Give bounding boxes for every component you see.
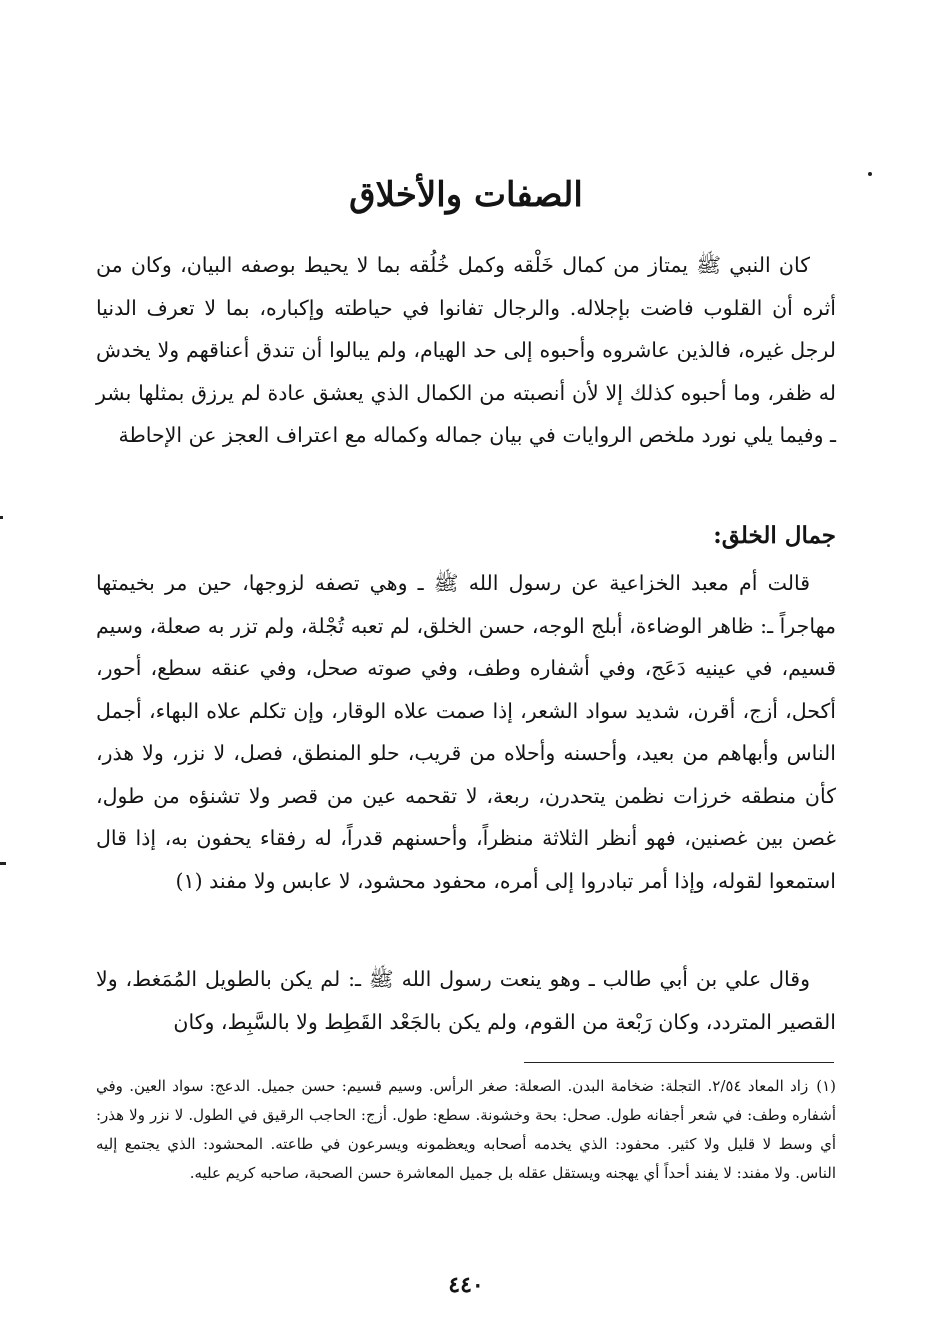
scan-speck — [0, 862, 6, 865]
intro-paragraph: كان النبي ﷺ يمتاز من كمال خَلْقه وكمل خُلُقه بما لا يحيط بوصفه البيان، وكان من أثره أن القلوب فاضت بإجلاله. والرجال تفانوا في حياطته وإكباره، بما لا تعرف الدنيا لرجل غيره، فالذين عاشروه وأحبوه إلى حد الهيام، ولم يبالوا أن تندق أعناقهم ولا يخدش له ظفر، وما أحبوه كذلك إلا لأن أنصبته من الكمال الذي يعشق عادة لم يرزق بمثلها بشر ـ وفيما يلي نورد ملخص الروايات في بيان جماله وكماله مع اعتراف العجز عن الإحاطة — [96, 253, 836, 447]
footnote — [96, 1072, 836, 1188]
ali-paragraph: وقال علي بن أبي طالب ـ وهو ينعت رسول الله ﷺ ـ: لم يكن بالطويل المُمَغط، ولا القصير المتردد، وكان رَبْعة من القوم، ولم يكن بالجَعْد القَطِط ولا بالسَّبِط، وكان — [96, 967, 836, 1034]
footnote-separator — [524, 1062, 834, 1063]
footnote-number: (١) — [816, 1077, 836, 1095]
umm-mabad-paragraph: قالت أم معبد الخزاعية عن رسول الله ﷺ ـ وهي تصفه لزوجها، حين مر بخيمتها مهاجراً ـ: ظاهر الوضاءة، أبلج الوجه، حسن الخلق، لم تعبه تُجْلة، ولم تزر به صعلة، وسيم قسيم، في عينيه دَعَج، وفي أشفاره وطف، وفي صوته صحل، وفي عنقه سطع، أحور، أكحل، أزج، أقرن، شديد سواد الشعر، إذا صمت علاه الوقار، وإن تكلم علاه البهاء، أجمل الناس وأبهاهم من بعيد، وأحسنه وأحلاه من قريب، حلو المنطق، فصل، لا نزر، ولا هذر، كأن منطقه خرزات نظمن يتحدرن، ربعة، لا تقحمه عين من قصر ولا تشنؤه من طول، غصن بين غصنين، فهو أنظر الثلاثة منظراً، وأحسنهم قدراً، له رفقاء يحفون به، إذا قال استمعوا لقوله، وإذا أمر تبادروا إلى أمره، محفود محشود، لا عابس ولا مفند (١) — [96, 571, 836, 893]
section-heading: جمال الخلق: — [713, 522, 836, 549]
chapter-title: الصفات والأخلاق — [349, 175, 583, 215]
scan-speck — [0, 516, 3, 519]
footnote-text: زاد المعاد ٢/٥٤. التجلة: ضخامة البدن. الصعلة: صغر الرأس. وسيم قسيم: حسن جميل. الدعج: سواد العين. وفي أشفاره وطف: في شعر أجفانه طول. صحل: بحة وخشونة. سطع: طول. أزج: الحاجب الرقيق في الطول. لا نزر ولا هذر: أي وسط لا قليل ولا كثير. محفود: الذي يخدمه أصحابه ويعظمونه ويسرعون في طاعته. المحشود: الذي يجتمع إليه الناس. ولا مفند: لا يفند أحداً أي يهجنه ويستقل عقله بل جميل المعاشرة حسن الصحبة، صاحبه كريم عليه. — [96, 1077, 836, 1182]
page-number: ٤٤٠ — [448, 1272, 484, 1298]
